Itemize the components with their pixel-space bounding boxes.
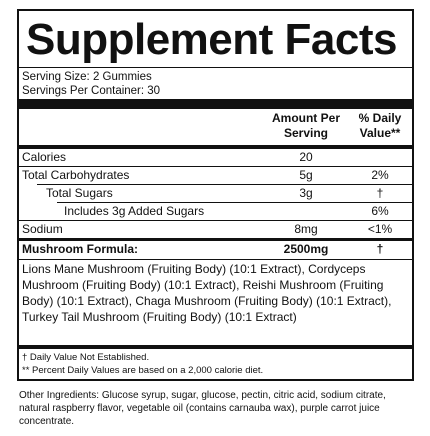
serving-size: Serving Size: 2 Gummies <box>22 71 152 83</box>
footnote-daily-values: ** Percent Daily Values are based on a 2,000 calorie diet. <box>22 365 264 376</box>
formula-ingredients: Lions Mane Mushroom (Fruiting Body) (10:1 Extract), Cordyceps Mushroom (Fruiting Body) (10:1 Extract), Reishi Mushroom (Fruiting Body) (10:1 Extract), Chaga Mushroom (Fruiting Body) (10:1 Extract), Turkey Tail Mushroom (Fruiting Body) (10:1 Extract) <box>22 262 392 324</box>
nutrient-row: Total Carbohydrates 5g 2% <box>22 168 389 182</box>
thick-divider <box>19 99 412 109</box>
amount-per-serving-header: Amount Per Serving <box>271 111 340 140</box>
other-ingredients: Other Ingredients: Glucose syrup, sugar, glucose, pectin, citric acid, sodium citrate, natural raspberry flavor, vegetable oil (contains carnauba wax), purple carrot juice concentrate. <box>19 390 386 427</box>
servings-per-container: Servings Per Container: 30 <box>22 85 161 97</box>
row-divider <box>19 259 412 260</box>
nutrient-row: Sodium 8mg <1% <box>22 222 393 236</box>
footnote-dagger: † Daily Value Not Established. <box>22 352 150 363</box>
formula-dv: † <box>376 242 384 256</box>
nutrient-row: Calories 20 <box>22 150 313 164</box>
panel-title: Supplement Facts <box>26 15 397 64</box>
supplement-facts-panel <box>17 9 414 381</box>
divider <box>19 67 412 68</box>
footnote-divider <box>19 345 412 349</box>
formula-row <box>19 241 412 258</box>
nutrient-row: Total Sugars 3g † <box>46 186 384 200</box>
daily-value-header: % Daily Value** <box>358 111 402 140</box>
formula-name: Mushroom Formula: <box>22 242 138 256</box>
nutrient-row: Includes 3g Added Sugars 6% <box>64 204 389 218</box>
formula-amount: 2500mg <box>283 242 329 256</box>
